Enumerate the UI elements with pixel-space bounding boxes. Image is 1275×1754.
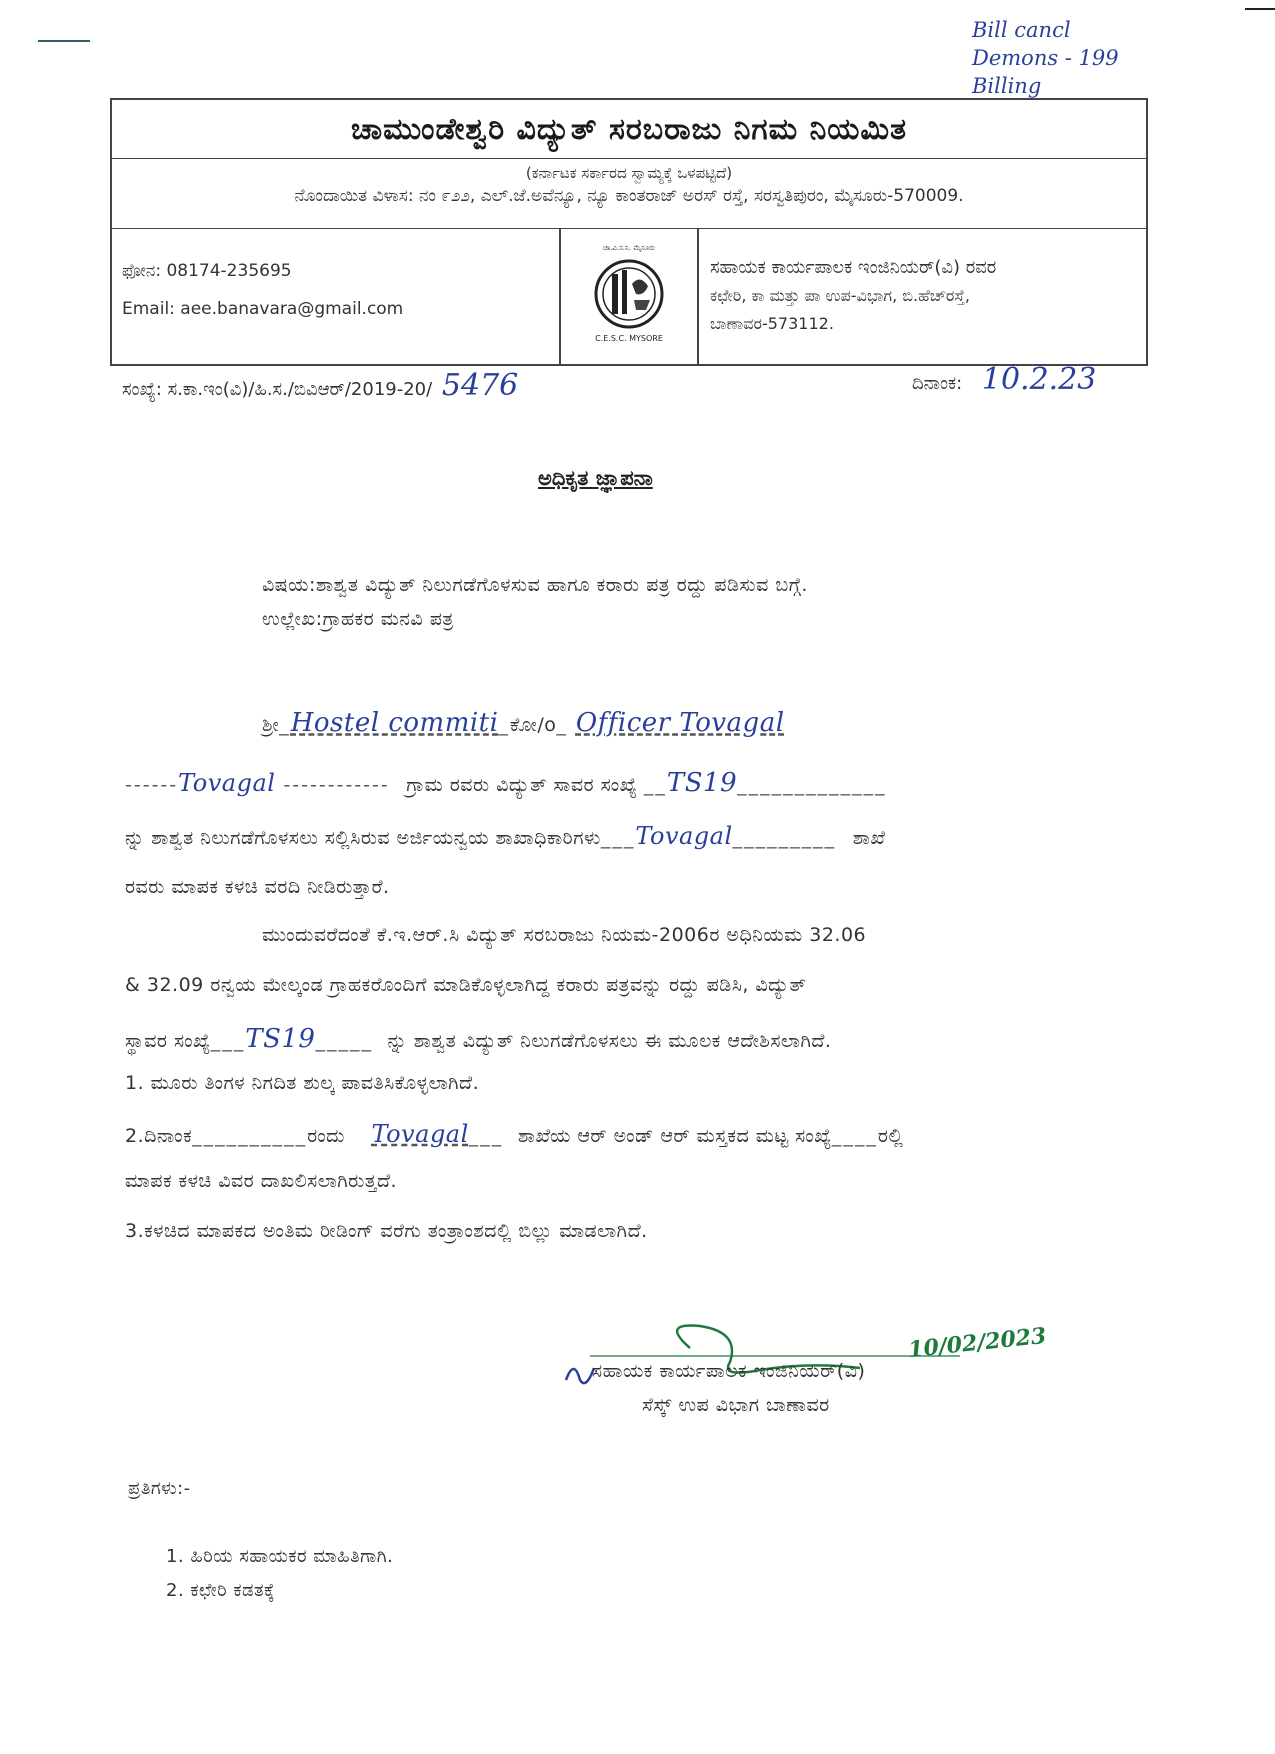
signature-designation: ಸಹಾಯಕ ಕಾರ್ಯಪಾಲಕ ಇಂಜಿನಿಯರ್(ವಿ) — [592, 1360, 866, 1382]
para2-line-3: ಸ್ಥಾವರ ಸಂಖ್ಯೆ___TS19_____ ನ್ನು ಶಾಶ್ವತ ವಿದ್ಯುತ್ ನಿಲುಗಡೆಗೊಳಸಲು ಈ ಮೂಲಕ ಆದೇಶಿಸಲಾಗಿದೆ. — [125, 1024, 832, 1054]
scan-mark-right — [1245, 8, 1275, 10]
installation-number-hand: TS19 — [666, 768, 738, 798]
reference-date — [912, 362, 1096, 397]
item2-mid: ರಂದು — [307, 1125, 345, 1147]
co-label: ಕೋ/o — [509, 714, 557, 736]
item-2: 2.ದಿನಾಂಕ__________ರಂದು Tovagal___ ಶಾಖೆಯ ಆರ್ ಅಂಡ್ ಆರ್ ಮಸ್ತಕದ ಮಟ್ಟ ಸಂಖ್ಯೆ____ರಲ್ಲಿ — [125, 1120, 904, 1148]
copies-item-1: 1. ಹಿರಿಯ ಸಹಾಯಕರ ಮಾಹಿತಿಗಾಗಿ. — [166, 1546, 394, 1567]
para2-line-1: ಮುಂದುವರೆದಂತೆ ಕೆ.ಇ.ಆರ್.ಸಿ ವಿದ್ಯುತ್ ಸರಬರಾಜು ನಿಯಮ-2006ರ ಅಧಿನಿಯಮ 32.06 — [262, 924, 867, 946]
office-line3: ಬಾಣಾವರ-573112. — [710, 314, 834, 333]
village-hand: Tovagal — [178, 769, 276, 797]
page-title: ಅಧಿಕೃತ ಜ್ಞಾಪನಾ — [538, 466, 653, 490]
body-line-3: ನ್ನು ಶಾಶ್ವತ ನಿಲುಗಡೆಗೊಳಸಲು ಸಲ್ಲಿಸಿರುವ ಅರ್ಜಿಯನ್ವಯ ಶಾಖಾಧಿಕಾರಿಗಳು___Tovagal_________ ಶಾಖೆ — [125, 822, 886, 850]
line3-suffix: ಶಾಖೆ — [852, 827, 886, 849]
subject-line: ವಿಷಯ:ಶಾಶ್ವತ ವಿದ್ಯುತ್ ನಿಲುಗಡೆಗೊಳಸುವ ಹಾಗೂ ಕರಾರು ಪತ್ರ ರದ್ದು ಪಡಿಸುವ ಬಗ್ಗೆ. — [262, 574, 808, 596]
reference-date-label: ದಿನಾಂಕ: — [912, 373, 963, 394]
reference-number-hand: 5476 — [441, 368, 519, 403]
signature-date: 10/02/2023 — [907, 1322, 1048, 1364]
copies-label: ಪ್ರತಿಗಳು:- — [128, 1478, 191, 1499]
scan-mark-left — [38, 40, 90, 42]
office-line1: ಸಹಾಯಕ ಕಾರ್ಯಪಾಲಕ ಇಂಜಿನಿಯರ್(ವಿ) ರವರ — [710, 257, 997, 278]
cesc-logo — [574, 244, 684, 354]
reference-number-label: ಸಂಖ್ಯೆ: ಸ.ಕಾ.ಇಂ(ವಿ)/ಹಿ.ಸ./ಬಿವಿಆರ್/2019-20/ — [122, 379, 433, 400]
email-address: Email: aee.banavara@gmail.com — [122, 299, 404, 319]
letterhead — [110, 98, 1148, 366]
item-3: 3.ಕಳಚಿದ ಮಾಪಕದ ಅಂತಿಮ ರೀಡಿಂಗ್ ವರೆಗು ತಂತ್ರಾಂಶದಲ್ಲಿ ಬಿಲ್ಲು ಮಾಡಲಾಗಿದೆ. — [125, 1220, 648, 1242]
phone-number: ಫೋನ: 08174-235695 — [122, 261, 292, 281]
margin-note-line3: Billing — [972, 74, 1042, 98]
margin-note-line2: Demons - 199 — [972, 46, 1119, 70]
office-line2: ಕಛೇರಿ, ಕಾ ಮತ್ತು ಪಾ ಉಪ-ವಿಭಾಗ, ಬಿ.ಹೆಚ್‌ರಸ್ತೆ, — [710, 286, 970, 305]
consumer-name-hand: Hostel commiti — [290, 708, 499, 738]
para2-line3-prefix: ಸ್ಥಾವರ ಸಂಖ್ಯೆ — [125, 1030, 211, 1052]
village-suffix: ಗ್ರಾಮ ರವರು ವಿದ್ಯುತ್ ಸಾವರ ಸಂಖ್ಯೆ — [406, 774, 638, 796]
shri-label: ಶ್ರೀ — [262, 714, 280, 736]
line3-prefix: ನ್ನು ಶಾಶ್ವತ ನಿಲುಗಡೆಗೊಳಸಲು ಸಲ್ಲಿಸಿರುವ ಅರ್ಜಿಯನ್ವಯ ಶಾಖಾಧಿಕಾರಿಗಳು — [125, 827, 601, 849]
branch-hand: Tovagal — [635, 822, 733, 850]
reference-line: ಉಲ್ಲೇಖ:ಗ್ರಾಹಕರ ಮನವಿ ಪತ್ರ — [262, 608, 454, 630]
office-block — [710, 254, 1140, 338]
body-line-2: ------Tovagal ------------ ಗ್ರಾಮ ರವರು ವಿದ್ಯುತ್ ಸಾವರ ಸಂಖ್ಯೆ __TS19_____________ — [125, 768, 887, 798]
para2-line-2: & 32.09 ರನ್ವಯ ಮೇಲ್ಕಂಡ ಗ್ರಾಹಕರೊಂದಿಗೆ ಮಾಡಿಕೊಳ್ಳಲಾಗಿದ್ದ ಕರಾರು ಪತ್ರವನ್ನು ರದ್ದು ಪಡಿಸಿ, ವಿದ್ಯುತ್ — [125, 974, 807, 996]
contact-block — [122, 252, 403, 328]
divider — [559, 228, 561, 366]
para2-line3-suffix: ನ್ನು ಶಾಶ್ವತ ವಿದ್ಯುತ್ ನಿಲುಗಡೆಗೊಳಸಲು ಈ ಮೂಲಕ ಆದೇಶಿಸಲಾಗಿದೆ. — [387, 1030, 832, 1052]
signature-office: ಸೆಸ್ಕ್ ಉಪ ವಿಭಾಗ ಬಾಣಾವರ — [642, 1394, 830, 1416]
item-2-line-2: ಮಾಪಕ ಕಳಚಿ ವಿವರ ದಾಖಲಿಸಲಾಗಿರುತ್ತದೆ. — [125, 1170, 398, 1192]
divider — [697, 228, 699, 366]
body-line-1: ಶ್ರೀ_Hostel commiti_ಕೋ/o_ Officer Tovagal — [262, 708, 785, 738]
item-1: 1. ಮೂರು ತಿಂಗಳ ನಿಗದಿತ ಶುಲ್ಕ ಪಾವತಿಸಿಕೊಳ್ಳಲಾಗಿದೆ. — [125, 1072, 480, 1094]
co-name-hand: Officer Tovagal — [575, 708, 785, 738]
letterhead-address-row — [112, 158, 1146, 229]
copies-item-2: 2. ಕಛೇರಿ ಕಡತಕ್ಕೆ — [166, 1580, 276, 1601]
reference-date-hand: 10.2.23 — [981, 362, 1097, 397]
letterhead-title-row — [112, 100, 1146, 159]
logo-text-bottom: C.E.S.C. MYSORE — [595, 334, 663, 343]
body-line-4: ರವರು ಮಾಪಕ ಕಳಚಿ ವರದಿ ನೀಡಿರುತ್ತಾರೆ. — [125, 876, 390, 898]
installation-number-hand-2: TS19 — [245, 1024, 316, 1054]
item2-end: ರಲ್ಲಿ — [877, 1125, 904, 1147]
item2-suffix: ಶಾಖೆಯ ಆರ್ ಅಂಡ್ ಆರ್ ಮಸ್ತಕದ ಮಟ್ಟ ಸಂಖ್ಯೆ — [517, 1125, 832, 1147]
margin-note-line1: Bill cancl — [972, 18, 1071, 42]
company-subtitle: (ಕರ್ನಾಟಕ ಸರ್ಕಾರದ ಸ್ವಾಮ್ಯಕ್ಕೆ ಒಳಪಟ್ಟಿದೆ) — [525, 164, 733, 182]
logo-text-top: ಚಾ.ವಿ.ಸ.ನಿ. ಮೈಸೂರು — [602, 244, 656, 252]
item2-branch-hand: Tovagal — [371, 1120, 469, 1148]
margin-note — [972, 16, 1132, 100]
reference-number — [122, 368, 518, 403]
item2-prefix: 2.ದಿನಾಂಕ — [125, 1125, 193, 1147]
company-address: ನೊಂದಾಯಿತ ವಿಳಾಸ: ನಂ ೯೨೨, ಎಲ್.ಜೆ.ಅವೆನ್ಯೂ, ನ್ಯೂ ಕಾಂತರಾಜ್ ಅರಸ್ ರಸ್ತೆ, ಸರಸ್ವತಿಪುರಂ, ಮೈಸೂರು-570009. — [294, 186, 964, 206]
letterhead-contact-row — [112, 228, 1146, 366]
company-title: ಚಾಮುಂಡೇಶ್ವರಿ ವಿದ್ಯುತ್ ಸರಬರಾಜು ನಿಗಮ ನಿಯಮಿತ — [351, 111, 907, 147]
